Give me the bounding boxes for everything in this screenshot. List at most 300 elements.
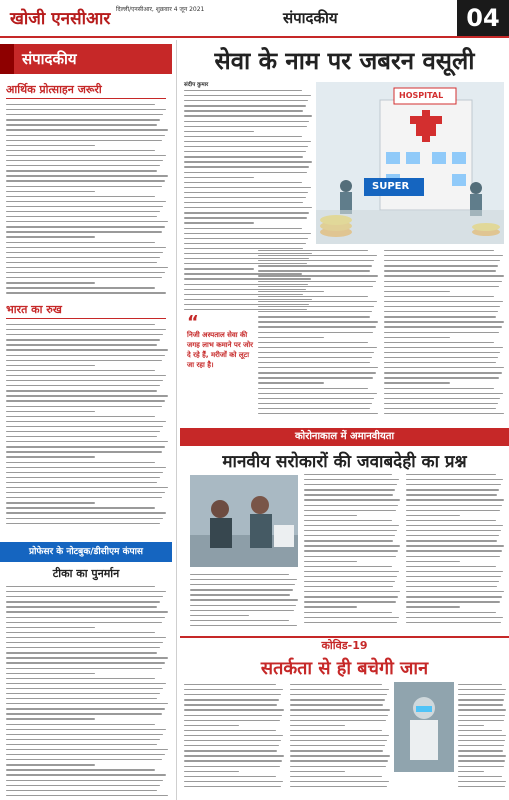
bottom-col2 (290, 684, 390, 791)
news-photo-2 (394, 682, 454, 772)
text-line (406, 550, 502, 551)
text-line (258, 393, 377, 394)
text-line (184, 141, 311, 142)
dateline: दिल्ली/एनसीआर, शुक्रवार 4 जून 2021 (116, 6, 205, 13)
text-line (258, 316, 370, 317)
text-line (258, 281, 376, 282)
text-line (6, 601, 160, 602)
text-line (6, 292, 166, 293)
text-line (184, 776, 276, 777)
text-line (6, 441, 168, 442)
text-line (384, 413, 504, 414)
text-line (406, 535, 499, 536)
text-line (184, 192, 308, 193)
text-line (406, 479, 503, 480)
masthead (0, 0, 509, 36)
photo-2-svg (394, 682, 454, 772)
editorial-banner (0, 44, 172, 74)
text-line (384, 388, 494, 389)
text-line (6, 627, 95, 628)
text-line (384, 377, 499, 378)
text-line (384, 326, 502, 327)
text-line (184, 228, 302, 229)
text-line (184, 212, 309, 213)
text-line (6, 586, 155, 587)
text-line (6, 769, 155, 770)
text-line (304, 556, 396, 557)
text-line (384, 250, 494, 251)
banner-accent (0, 44, 14, 74)
text-line (458, 781, 506, 782)
text-line (6, 622, 162, 623)
text-line (6, 252, 163, 253)
bottom-col3 (458, 684, 506, 791)
text-line (184, 146, 308, 147)
text-line (6, 749, 168, 750)
text-line (6, 370, 155, 371)
text-line (190, 584, 295, 585)
corona-strip (180, 428, 509, 446)
text-line (6, 759, 162, 760)
text-line (6, 446, 165, 447)
text-line (6, 477, 160, 478)
text-line (6, 678, 155, 679)
text-line (384, 291, 450, 292)
text-line (406, 596, 502, 597)
text-line (290, 730, 382, 731)
text-line (6, 262, 157, 263)
text-line (6, 482, 157, 483)
text-line (304, 550, 398, 551)
main-headline: सेवा के नाम पर जबरन वसूली (214, 47, 475, 75)
mid-col2 (304, 474, 400, 627)
text-line (290, 760, 388, 761)
text-line (184, 121, 309, 122)
text-line (258, 398, 374, 399)
text-line (184, 786, 281, 787)
news-photo-1 (190, 475, 298, 567)
text-line (6, 713, 162, 714)
corona-strip-label: कोरोनाकाल में अमानवीयता (294, 431, 395, 442)
text-line (290, 715, 388, 716)
text-line (406, 612, 496, 613)
text-line (6, 421, 166, 422)
text-line (384, 398, 500, 399)
text-line (6, 662, 165, 663)
text-line (6, 180, 165, 181)
text-line (458, 771, 484, 772)
text-line (290, 709, 390, 710)
text-line (190, 620, 289, 621)
article1-body (6, 104, 168, 298)
text-line (258, 342, 368, 343)
text-line (304, 591, 400, 592)
text-line (384, 281, 502, 282)
text-line (6, 688, 163, 689)
text-line (6, 114, 163, 115)
text-line (184, 750, 277, 751)
text-line (184, 689, 283, 690)
text-line (384, 347, 503, 348)
text-line (384, 408, 496, 409)
text-line (406, 576, 501, 577)
text-line (184, 172, 307, 173)
text-line (6, 400, 165, 401)
text-line (184, 268, 254, 269)
text-line (458, 709, 506, 710)
text-line (6, 206, 163, 207)
text-line (458, 776, 502, 777)
text-line (458, 740, 505, 741)
text-line (384, 342, 494, 343)
text-line (190, 589, 293, 590)
text-line (304, 601, 396, 602)
sub-banner (0, 542, 172, 562)
text-line (6, 186, 162, 187)
text-line (6, 764, 95, 765)
text-line (458, 730, 502, 731)
text-line (6, 129, 168, 130)
text-line (6, 606, 157, 607)
section-heading: संपादकीय (283, 9, 338, 27)
text-line (384, 270, 496, 271)
text-line (6, 140, 162, 141)
text-line (6, 247, 166, 248)
text-line (184, 202, 303, 203)
text-line (184, 725, 239, 726)
text-line (190, 594, 290, 595)
text-line (304, 596, 398, 597)
text-line (184, 100, 308, 101)
text-line (406, 601, 500, 602)
text-line (6, 647, 160, 648)
text-line (406, 505, 502, 506)
text-line (184, 222, 254, 223)
text-line (258, 326, 376, 327)
text-line (184, 730, 276, 731)
text-line (6, 411, 95, 412)
bottom-col1 (184, 684, 284, 791)
editorial-banner-label: संपादकीय (22, 50, 77, 68)
article1-title: आर्थिक प्रोत्साहन जरूरी (6, 83, 102, 96)
text-line (184, 720, 280, 721)
text-line (258, 357, 372, 358)
text-line (184, 187, 311, 188)
text-line (304, 561, 357, 562)
text-line (384, 260, 500, 261)
text-line (184, 715, 282, 716)
text-line (258, 311, 372, 312)
text-line (384, 357, 498, 358)
text-line (384, 403, 498, 404)
text-line (6, 160, 163, 161)
text-line (290, 776, 382, 777)
text-line (384, 255, 503, 256)
text-line (384, 352, 500, 353)
text-line (258, 291, 324, 292)
text-line (6, 456, 95, 457)
text-line (184, 126, 307, 127)
text-line (6, 487, 168, 488)
text-line (258, 413, 378, 414)
text-line (6, 729, 166, 730)
text-line (184, 233, 311, 234)
text-line (6, 272, 165, 273)
text-line (258, 270, 370, 271)
text-line (258, 367, 378, 368)
text-line (6, 349, 168, 350)
text-line (406, 581, 499, 582)
text-line (304, 505, 398, 506)
text-line (6, 282, 95, 283)
article2-title: भारत का रुख (6, 303, 62, 316)
text-line (6, 196, 155, 197)
text-line (290, 781, 389, 782)
mid-col1 (190, 574, 298, 630)
text-line (6, 596, 163, 597)
quote-mark-icon: “ (187, 312, 199, 333)
text-line (406, 540, 497, 541)
text-line (6, 329, 166, 330)
text-line (184, 95, 311, 96)
text-line (258, 388, 368, 389)
text-line (6, 734, 163, 735)
text-line (6, 467, 166, 468)
text-line (190, 579, 297, 580)
text-line (6, 277, 162, 278)
text-line (384, 265, 498, 266)
text-line (184, 156, 303, 157)
text-line (6, 718, 95, 719)
text-line (406, 484, 501, 485)
text-line (6, 339, 160, 340)
text-line (458, 745, 504, 746)
text-line (6, 365, 95, 366)
text-line (304, 535, 395, 536)
text-line (6, 267, 168, 268)
text-line (184, 151, 306, 152)
text-line (290, 699, 385, 700)
text-line (6, 507, 155, 508)
text-line (304, 540, 393, 541)
main-article-col3 (384, 250, 504, 418)
text-line (6, 155, 166, 156)
text-line (6, 744, 157, 745)
text-line (406, 499, 504, 500)
text-line (184, 197, 306, 198)
text-line (6, 416, 155, 417)
text-line (6, 287, 155, 288)
text-line (6, 673, 95, 674)
text-line (6, 632, 155, 633)
text-line (6, 472, 163, 473)
text-line (6, 104, 155, 105)
text-line (190, 610, 294, 611)
covid-strip-label: कोविड-19 (321, 639, 368, 652)
text-line (384, 321, 504, 322)
text-line (258, 321, 378, 322)
text-line (258, 347, 377, 348)
text-line (6, 221, 168, 222)
text-line (184, 684, 276, 685)
photo-1-svg (190, 475, 298, 567)
text-line (6, 698, 157, 699)
text-line (384, 362, 496, 363)
text-line (258, 332, 373, 333)
text-line (304, 545, 400, 546)
text-line (6, 462, 155, 463)
text-line (304, 566, 392, 567)
text-line (290, 735, 389, 736)
text-line (6, 668, 162, 669)
text-line (6, 683, 166, 684)
text-line (184, 110, 303, 111)
text-line (6, 124, 157, 125)
text-line (384, 311, 498, 312)
text-line (184, 243, 306, 244)
covid-strip (180, 636, 509, 654)
text-line (304, 484, 397, 485)
text-line (184, 182, 302, 183)
article3-body (6, 586, 168, 800)
text-line (6, 591, 166, 592)
text-line (6, 436, 157, 437)
hospital-illustration (316, 82, 504, 244)
text-line (6, 426, 163, 427)
text-line (458, 699, 504, 700)
text-line (304, 499, 400, 500)
article2-rule (6, 318, 166, 319)
text-line (190, 625, 297, 626)
text-line (6, 175, 168, 176)
text-line (190, 599, 298, 600)
text-line (184, 177, 254, 178)
text-line (258, 275, 378, 276)
text-line (6, 774, 166, 775)
text-line (290, 786, 387, 787)
byline: संदीप कुमार (184, 82, 209, 88)
text-line (6, 324, 155, 325)
text-line (290, 720, 386, 721)
mid-col3 (406, 474, 504, 627)
hospital-sign-text: HOSPITAL (399, 91, 444, 100)
text-line (6, 724, 155, 725)
pull-quote-text: निजी अस्पताल सेवा की जगह लाभ कमाने पर जोर दे रहे हैं, मरीजों को लूटा जा रहा है। (187, 331, 254, 369)
text-line (6, 785, 160, 786)
text-line (184, 771, 239, 772)
text-line (184, 105, 306, 106)
hospital-illustration-svg (316, 82, 504, 244)
text-line (406, 556, 500, 557)
column-divider (176, 40, 177, 800)
text-line (184, 166, 309, 167)
text-line (406, 515, 460, 516)
text-line (6, 211, 160, 212)
text-line (458, 766, 504, 767)
mid-headline: मानवीय सरोकारों की जवाबदेही का प्रश्न (222, 452, 467, 472)
text-line (184, 781, 283, 782)
text-line (290, 740, 387, 741)
text-line (304, 494, 393, 495)
text-line (290, 689, 389, 690)
text-line (6, 375, 166, 376)
text-line (384, 393, 503, 394)
text-line (258, 362, 370, 363)
super-sign-text: SUPER (372, 181, 410, 192)
text-line (304, 489, 395, 490)
text-line (6, 617, 165, 618)
text-line (384, 275, 504, 276)
text-line (6, 739, 160, 740)
text-line (6, 226, 165, 227)
text-line (304, 530, 397, 531)
text-line (458, 689, 506, 690)
text-line (290, 684, 382, 685)
text-line (458, 704, 503, 705)
article1-rule (6, 98, 166, 99)
text-line (304, 510, 396, 511)
page-number: 04 (457, 0, 509, 36)
pull-quote (187, 312, 255, 406)
text-line (6, 109, 166, 110)
text-line (6, 637, 166, 638)
text-line (184, 217, 307, 218)
text-line (6, 380, 163, 381)
text-line (6, 502, 95, 503)
text-line (406, 617, 503, 618)
text-line (258, 372, 376, 373)
text-line (184, 699, 279, 700)
text-line (458, 694, 505, 695)
text-line (304, 571, 399, 572)
text-line (6, 523, 160, 524)
text-line (184, 760, 282, 761)
text-line (6, 790, 157, 791)
text-line (6, 334, 163, 335)
text-line (258, 382, 324, 383)
text-line (184, 238, 308, 239)
text-line (304, 622, 397, 623)
text-line (290, 766, 386, 767)
text-line (6, 657, 168, 658)
text-line (304, 612, 392, 613)
text-line (458, 725, 484, 726)
text-line (6, 360, 162, 361)
text-line (290, 771, 345, 772)
text-line (304, 515, 357, 516)
masthead-rule (0, 36, 509, 38)
text-line (6, 652, 157, 653)
text-line (290, 750, 383, 751)
text-line (384, 332, 499, 333)
text-line (6, 145, 95, 146)
text-line (6, 406, 162, 407)
text-line (258, 306, 374, 307)
text-line (6, 642, 163, 643)
text-line (304, 479, 399, 480)
text-line (190, 574, 289, 575)
text-line (258, 250, 368, 251)
text-line (6, 795, 168, 796)
text-line (6, 344, 157, 345)
text-line (184, 248, 303, 249)
text-line (258, 301, 377, 302)
text-line (6, 257, 160, 258)
text-line (304, 520, 392, 521)
text-line (6, 150, 155, 151)
text-line (6, 497, 162, 498)
text-line (304, 576, 397, 577)
